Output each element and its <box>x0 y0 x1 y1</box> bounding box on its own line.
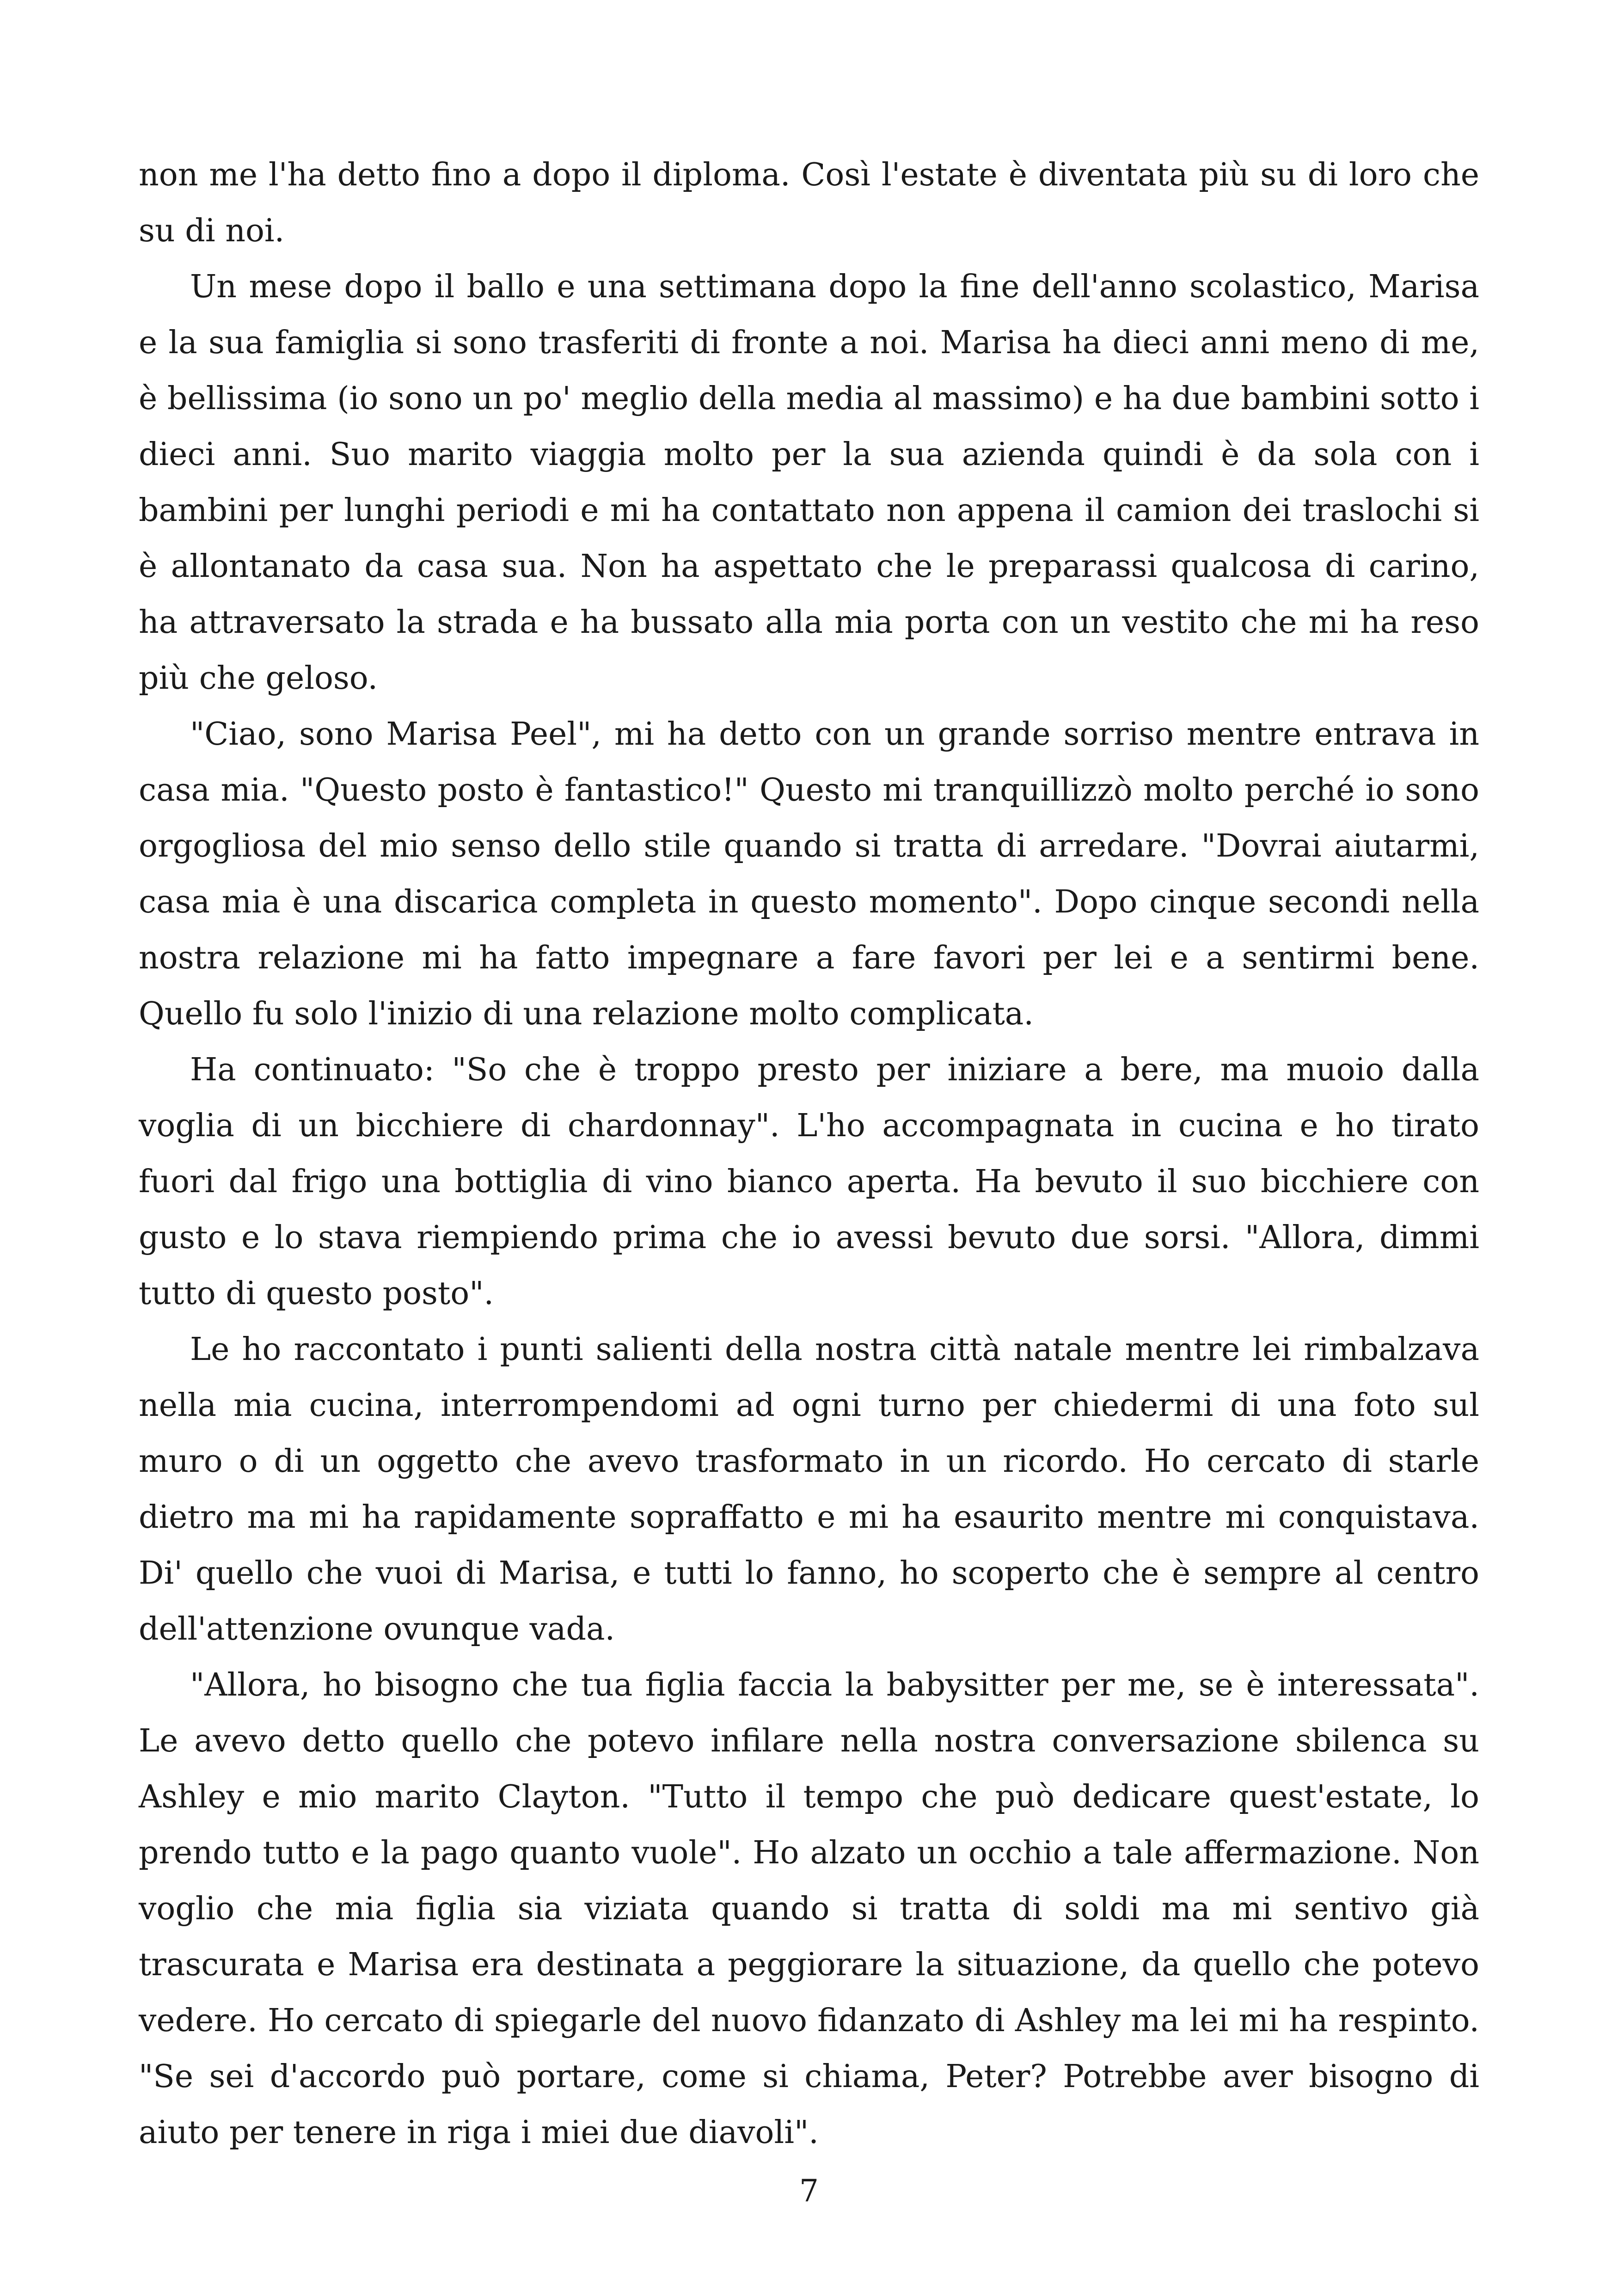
paragraph-6: "Allora, ho bisogno che tua figlia faccia la babysitter per me, se è interessata". Le avevo detto quello che potevo infilare nella nostra conversazione sbilenca su Ashley e mio marito Clayton. "Tutto il tempo che può dedicare quest'estate, lo prendo tutto e la pago quanto vuole". Ho alzato un occhio a tale affermazione. Non voglio che mia figlia sia viziata quando si tratta di soldi ma mi sentivo già trascurata e Marisa era destinata a peggiorare la situazione, da quello che potevo vedere. Ho cercato di spiegarle del nuovo fidanzato di Ashley ma lei mi ha respinto. "Se sei d'accordo può portare, come si chiama, Peter? Potrebbe aver bisogno di aiuto per tenere in riga i miei due diavoli". <box>139 1667 1479 2151</box>
paragraph-5: Le ho raccontato i punti salienti della nostra città natale mentre lei rimbalzava nella mia cucina, interrompendomi ad ogni turno per chiedermi di una foto sul muro o di un oggetto che avevo trasformato in un ricordo. Ho cercato di starle dietro ma mi ha rapidamente sopraffatto e mi ha esaurito mentre mi conquistava. Di' quello che vuoi di Marisa, e tutti lo fanno, ho scoperto che è sempre al centro dell'attenzione ovunque vada. <box>139 1331 1479 1647</box>
paragraph-4: Ha continuato: "So che è troppo presto per iniziare a bere, ma muoio dalla voglia di un bicchiere di chardonnay". L'ho accompagnata in cucina e ho tirato fuori dal frigo una bottiglia di vino bianco aperta. Ha bevuto il suo bicchiere con gusto e lo stava riempiendo prima che io avessi bevuto due sorsi. "Allora, dimmi tutto di questo posto". <box>139 1052 1479 1312</box>
paragraph-1: non me l'ha detto fino a dopo il diploma. Così l'estate è diventata più su di loro che su di noi. <box>139 157 1479 249</box>
page-number: 7 <box>799 2173 819 2209</box>
body-text <box>139 147 1479 2161</box>
paragraph-3: "Ciao, sono Marisa Peel", mi ha detto con un grande sorriso mentre entrava in casa mia. "Questo posto è fantastico!" Questo mi tranquillizzò molto perché io sono orgogliosa del mio senso dello stile quando si tratta di arredare. "Dovrai aiutarmi, casa mia è una discarica completa in questo momento". Dopo cinque secondi nella nostra relazione mi ha fatto impegnare a fare favori per lei e a sentirmi bene. Quello fu solo l'inizio di una relazione molto complicata. <box>139 716 1479 1032</box>
paragraph-2: Un mese dopo il ballo e una settimana dopo la fine dell'anno scolastico, Marisa e la sua famiglia si sono trasferiti di fronte a noi. Marisa ha dieci anni meno di me, è bellissima (io sono un po' meglio della media al massimo) e ha due bambini sotto i dieci anni. Suo marito viaggia molto per la sua azienda quindi è da sola con i bambini per lunghi periodi e mi ha contattato non appena il camion dei traslochi si è allontanato da casa sua. Non ha aspettato che le preparassi qualcosa di carino, ha attraversato la strada e ha bussato alla mia porta con un vestito che mi ha reso più che geloso. <box>139 269 1479 697</box>
